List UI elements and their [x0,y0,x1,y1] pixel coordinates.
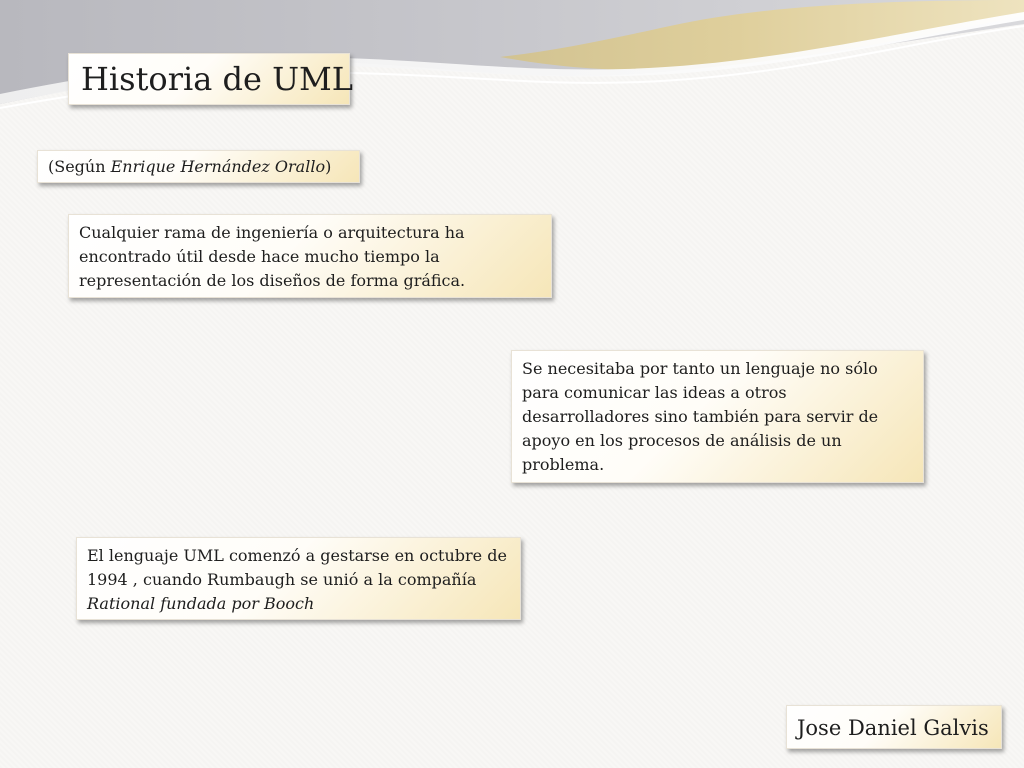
history-box-engineering-text: Cualquier rama de ingeniería o arquitectura ha encontrado útil desde hace mucho tiempo la representación de los diseños de forma gráfica. [79,223,466,290]
history-box-uml-origin [76,537,521,620]
history-box-language-need-text: Se necesitaba por tanto un lenguaje no sólo para comunicar las ideas a otros desarrolladores sino también para servir de apoyo en los procesos de análisis de un problema. [522,359,879,474]
slide-title-text: Historia de UML [81,60,354,98]
author-box [786,705,1002,749]
source-suffix: ) [325,157,332,176]
source-attribution [37,150,360,183]
history-box-language-need [511,350,924,483]
slide-title [68,53,354,105]
history-box-uml-origin-prefix: El lenguaje UML comenzó a gestarse en octubre de 1994 , cuando Rumbaugh se unió a la compañía [87,546,507,589]
source-author: Enrique Hernández Orallo [110,157,326,176]
history-box-uml-origin-founder: fundada por Booch [160,594,315,613]
history-box-engineering [68,214,552,298]
source-prefix: (Según [48,157,111,176]
history-box-uml-origin-company: Rational [87,594,156,613]
author-name: Jose Daniel Galvis [797,716,989,740]
